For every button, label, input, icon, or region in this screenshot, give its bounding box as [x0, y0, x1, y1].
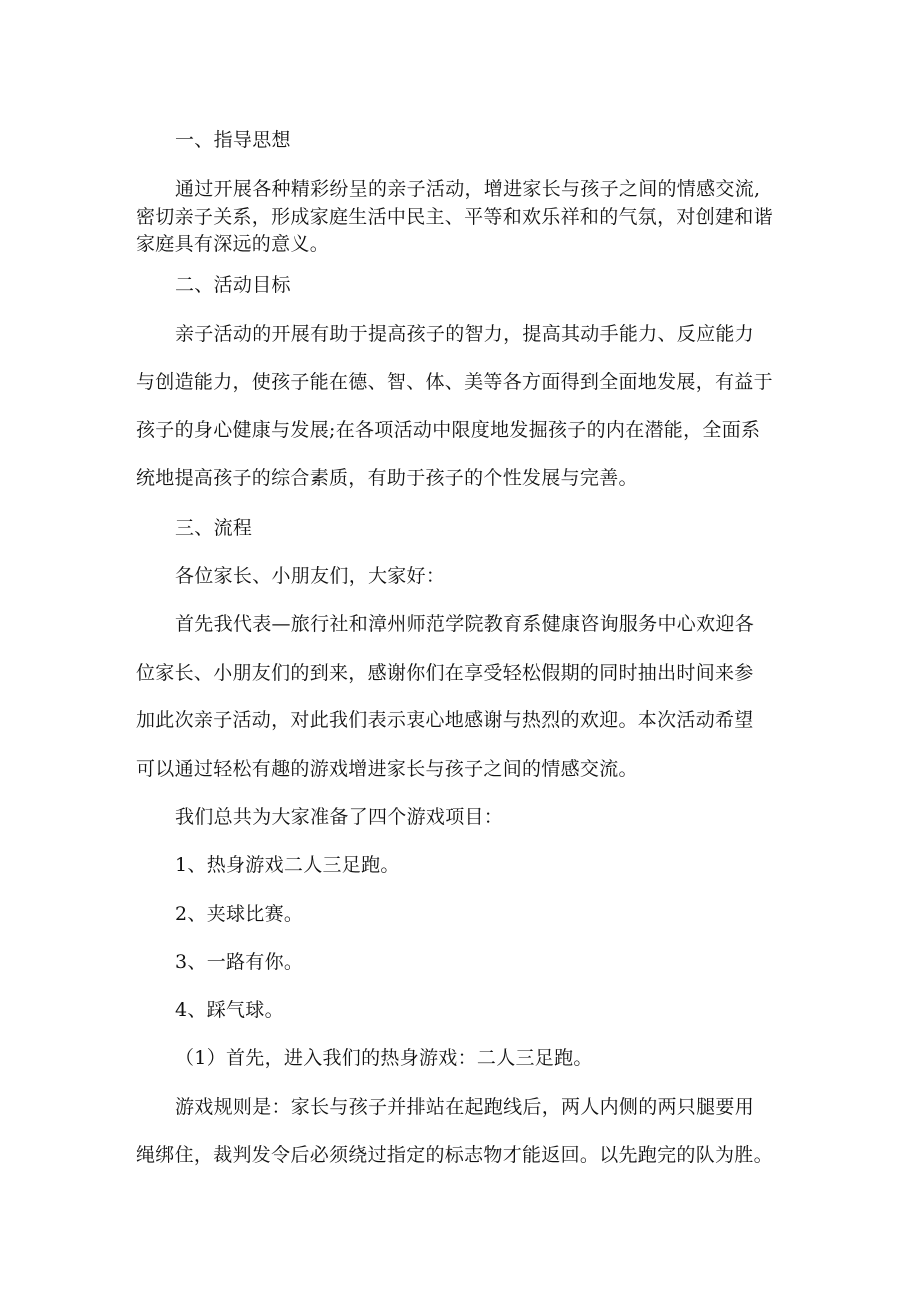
section-2-paragraph-line-4: 统地提高孩子的综合素质，有助于孩子的个性发展与完善。	[136, 467, 638, 489]
welcome-line-2: 位家长、小朋友们的到来，感谢你们在享受轻松假期的同时抽出时间来参	[136, 662, 754, 684]
welcome-line-4: 可以通过轻松有趣的游戏增进家长与孩子之间的情感交流。	[136, 758, 638, 780]
section-2-heading: 二、活动目标	[175, 274, 291, 296]
greeting-line: 各位家长、小朋友们，大家好：	[175, 565, 446, 587]
game-1-title: （1）首先，进入我们的热身游戏：二人三足跑。	[175, 1047, 593, 1069]
section-1-paragraph-line-1: 通过开展各种精彩纷呈的亲子活动，增进家长与孩子之间的情感交流,	[175, 178, 761, 200]
game-list-item-4: 4、踩气球。	[175, 999, 284, 1021]
section-1-paragraph-line-3: 家庭具有深远的意义。	[136, 233, 330, 255]
rules-line-1: 游戏规则是：家长与孩子并排站在起跑线后，两人内侧的两只腿要用	[175, 1096, 755, 1118]
welcome-line-3: 加此次亲子活动，对此我们表示衷心地感谢与热烈的欢迎。本次活动希望	[136, 709, 754, 731]
section-2-paragraph-line-3: 孩子的身心健康与发展;在各项活动中限度地发掘孩子的内在潜能，全面系	[136, 419, 761, 441]
game-list-item-2: 2、夹球比赛。	[175, 903, 304, 925]
section-1-paragraph-line-2: 密切亲子关系，形成家庭生活中民主、平等和欢乐祥和的气氛，对创建和谐	[136, 206, 773, 228]
games-intro: 我们总共为大家准备了四个游戏项目：	[175, 806, 504, 828]
section-2-paragraph-line-2: 与创造能力，使孩子能在德、智、体、美等各方面得到全面地发展，有益于	[136, 371, 773, 393]
rules-line-2: 绳绑住，裁判发令后必须绕过指定的标志物才能返回。以先跑完的队为胜。	[136, 1144, 773, 1166]
game-list-item-3: 3、一路有你。	[175, 951, 304, 973]
game-list-item-1: 1、热身游戏二人三足跑。	[175, 854, 400, 876]
section-1-heading: 一、指导思想	[175, 129, 291, 151]
welcome-line-1: 首先我代表—旅行社和漳州师范学院教育系健康咨询服务中心欢迎各	[175, 613, 755, 635]
section-2-paragraph-line-1: 亲子活动的开展有助于提高孩子的智力，提高其动手能力、反应能力	[175, 323, 755, 345]
section-3-heading: 三、流程	[175, 517, 253, 539]
